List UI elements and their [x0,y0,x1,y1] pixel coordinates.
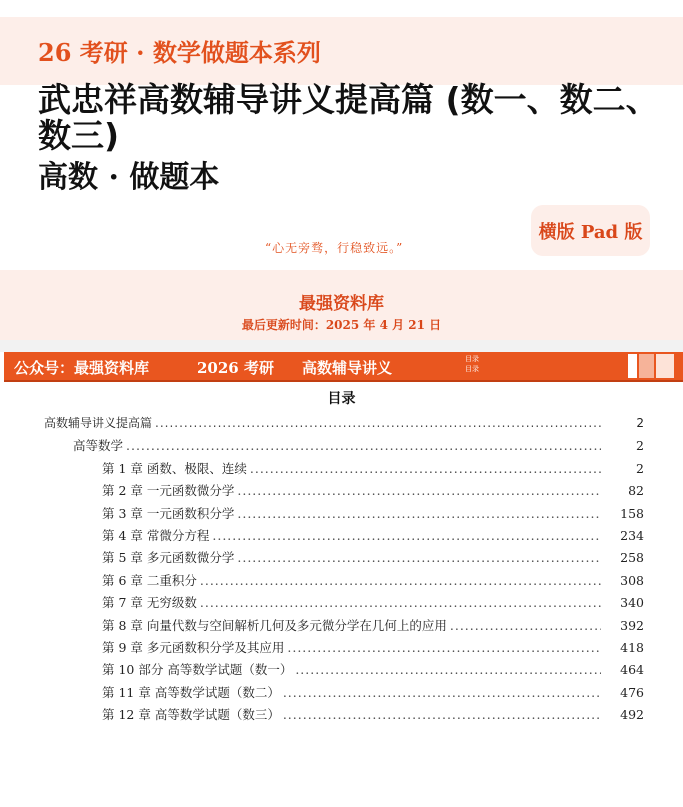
toc-entry[interactable] [0,504,683,526]
toc-entry-label: 第 1 章 函数、极限、连续 [102,460,247,476]
toc-leader-dots [283,707,601,722]
toc-entry-page: 464 [620,662,644,678]
toc-entry-label: 第 3 章 一元函数积分学 [102,505,235,521]
toc-entry-label: 第 12 章 高等数学试题（数三） [102,707,280,723]
header-toc-links [465,354,479,374]
toc-entry[interactable] [0,436,683,458]
toc-leader-dots [200,573,601,588]
toc-entry-label: 高等数学 [73,438,124,454]
course-label: 高数辅导讲义 [302,359,393,377]
toc-entry-page: 392 [620,617,644,633]
toc-entry-label: 高数辅导讲义提高篇 [44,416,153,430]
toc-leader-dots [250,461,601,476]
toc-heading: 目录 [327,391,356,407]
toc-entry[interactable] [0,660,683,682]
toc-entry-page: 82 [628,483,644,499]
exam-year-label: 2026 考研 [197,359,274,377]
toc-leader-dots [237,506,601,521]
toc-entry-label: 第 7 章 无穷级数 [102,595,197,611]
toc-entry[interactable] [0,548,683,570]
toc-entry[interactable] [0,481,683,503]
toc-leader-dots [450,618,601,633]
toc-entry-label: 第 8 章 向量代数与空间解析几何及多元微分学在几何上的应用 [102,617,447,633]
toc-entry[interactable] [0,571,683,593]
toc-entry-label: 第 9 章 多元函数积分学及其应用 [102,639,285,655]
toc-entry[interactable] [0,705,683,727]
toc-entry[interactable] [0,593,683,615]
toc-entry[interactable] [0,414,683,436]
toc-entry-page: 258 [620,550,644,566]
toc-leader-dots [287,640,601,655]
toc-entry[interactable] [0,683,683,705]
toc-list [0,414,683,727]
toc-leader-dots [237,483,601,498]
toc-link[interactable]: 目录 [465,355,479,363]
toc-entry-label: 第 5 章 多元函数微分学 [102,550,235,566]
toc-entry[interactable] [0,616,683,638]
toc-link[interactable]: 目录 [465,365,479,373]
edition-badge: 横版 Pad 版 [531,205,650,256]
toc-entry-page: 492 [620,707,644,723]
book-title: 武忠祥高数辅导讲义提高篇 (数一、数二、数三) [38,80,659,155]
toc-entry-page: 2 [636,460,644,476]
toc-entry-page: 418 [620,639,644,655]
header-accent-block [639,354,654,378]
header-accent-block [656,354,674,378]
toc-entry-page: 2 [636,438,644,454]
motto-quote: “心无旁骛，行稳致远。” [265,241,404,255]
toc-entry-label: 第 4 章 常微分方程 [102,527,210,543]
toc-entry-page: 340 [620,595,644,611]
header-accent-block [604,354,622,378]
toc-entry[interactable] [0,638,683,660]
page-header-bar [4,352,683,382]
series-title: 26 考研 · 数学做题本系列 [38,38,321,67]
page-divider [0,340,683,352]
toc-leader-dots [155,416,601,430]
toc-entry[interactable] [0,459,683,481]
toc-entry-page: 476 [620,684,644,700]
last-updated: 最后更新时间：2025 年 4 月 21 日 [241,318,442,332]
official-account-label: 公众号：最强资料库 [14,359,150,377]
toc-entry-page: 308 [620,572,644,588]
toc-entry[interactable] [0,526,683,548]
toc-leader-dots [126,438,601,453]
toc-entry-label: 第 10 部分 高等数学试题（数一） [102,662,293,678]
toc-entry-label: 第 11 章 高等数学试题（数二） [102,684,280,700]
library-name: 最强资料库 [299,294,384,314]
toc-entry-label: 第 6 章 二重积分 [102,572,197,588]
toc-entry-page: 234 [620,527,644,543]
toc-leader-dots [200,595,601,610]
toc-leader-dots [295,662,601,677]
toc-leader-dots [237,550,601,565]
toc-leader-dots [283,685,601,700]
toc-leader-dots [212,528,601,543]
header-accent-block [628,354,637,378]
book-subtitle: 高数 · 做题本 [38,160,220,195]
toc-entry-label: 第 2 章 一元函数微分学 [102,483,235,499]
toc-entry-page: 2 [636,416,644,430]
toc-entry-page: 158 [620,505,644,521]
